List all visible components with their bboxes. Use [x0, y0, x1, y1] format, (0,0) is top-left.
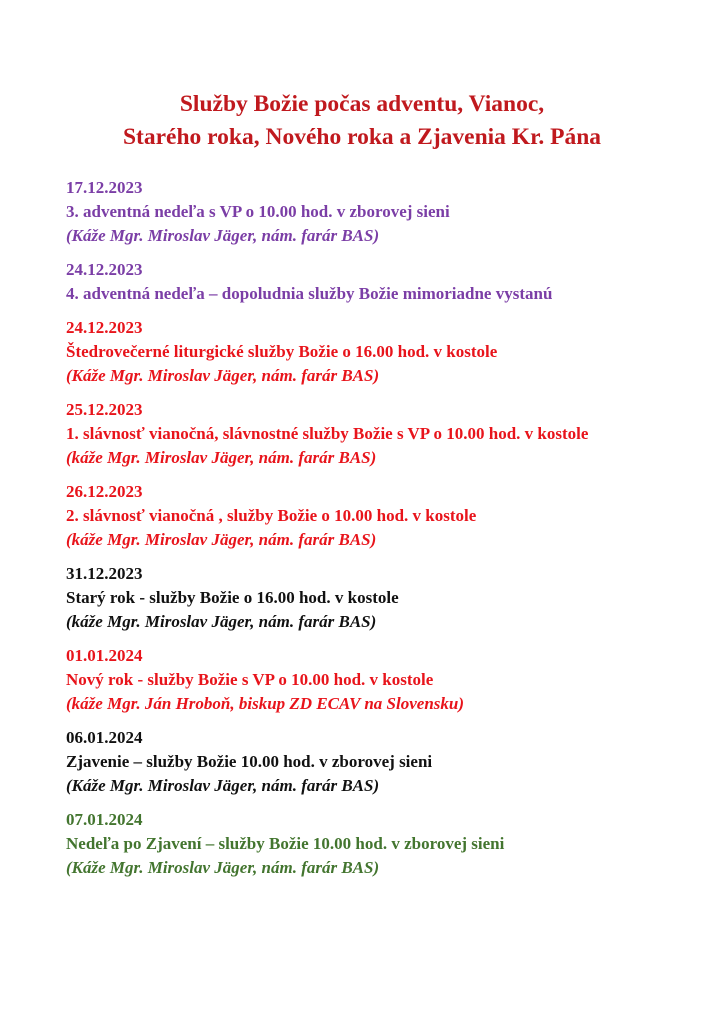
- services-list: [66, 176, 716, 890]
- service-entry: [66, 316, 716, 388]
- service-description: 3. adventná nedeľa s VP o 10.00 hod. v zborovej sieni: [66, 202, 450, 221]
- service-description: Zjavenie – služby Božie 10.00 hod. v zborovej sieni: [66, 752, 433, 771]
- service-preacher: (Káže Mgr. Miroslav Jäger, nám. farár BAS): [66, 858, 380, 877]
- service-date: 31.12.2023: [66, 564, 143, 583]
- service-description: 4. adventná nedeľa – dopoludnia služby Božie mimoriadne vystanú: [66, 284, 553, 303]
- service-preacher: (káže Mgr. Ján Hroboň, biskup ZD ECAV na Slovensku): [66, 694, 465, 713]
- service-date: 17.12.2023: [66, 178, 143, 197]
- service-description: 2. slávnosť vianočná , služby Božie o 10.00 hod. v kostole: [66, 506, 477, 525]
- service-description: Nový rok - služby Božie s VP o 10.00 hod. v kostole: [66, 670, 434, 689]
- service-entry: [66, 176, 716, 248]
- service-date: 07.01.2024: [66, 810, 143, 829]
- service-description: 1. slávnosť vianočná, slávnostné služby Božie s VP o 10.00 hod. v kostole: [66, 424, 589, 443]
- service-entry: [66, 726, 716, 798]
- service-date: 06.01.2024: [66, 728, 143, 747]
- service-date: 24.12.2023: [66, 318, 143, 337]
- service-entry: [66, 398, 716, 470]
- service-description: Štedrovečerné liturgické služby Božie o 16.00 hod. v kostole: [66, 342, 498, 361]
- service-preacher: (káže Mgr. Miroslav Jäger, nám. farár BAS): [66, 612, 377, 631]
- service-preacher: (káže Mgr. Miroslav Jäger, nám. farár BAS): [66, 530, 377, 549]
- service-date: 24.12.2023: [66, 260, 143, 279]
- service-entry: [66, 258, 716, 306]
- service-date: 26.12.2023: [66, 482, 143, 501]
- service-entry: [66, 644, 716, 716]
- service-preacher: (káže Mgr. Miroslav Jäger, nám. farár BAS): [66, 448, 377, 467]
- service-preacher: (Káže Mgr. Miroslav Jäger, nám. farár BAS): [66, 226, 380, 245]
- title-line-2: Starého roka, Nového roka a Zjavenia Kr. Pána: [122, 124, 602, 150]
- document-title: [0, 88, 724, 154]
- service-date: 25.12.2023: [66, 400, 143, 419]
- service-entry: [66, 562, 716, 634]
- service-entry: [66, 480, 716, 552]
- service-description: Nedeľa po Zjavení – služby Božie 10.00 hod. v zborovej sieni: [66, 834, 505, 853]
- service-preacher: (Káže Mgr. Miroslav Jäger, nám. farár BAS): [66, 366, 380, 385]
- service-description: Starý rok - služby Božie o 16.00 hod. v kostole: [66, 588, 399, 607]
- service-entry: [66, 808, 716, 880]
- service-date: 01.01.2024: [66, 646, 143, 665]
- service-preacher: (Káže Mgr. Miroslav Jäger, nám. farár BAS): [66, 776, 380, 795]
- title-line-1: Služby Božie počas adventu, Vianoc,: [179, 91, 545, 117]
